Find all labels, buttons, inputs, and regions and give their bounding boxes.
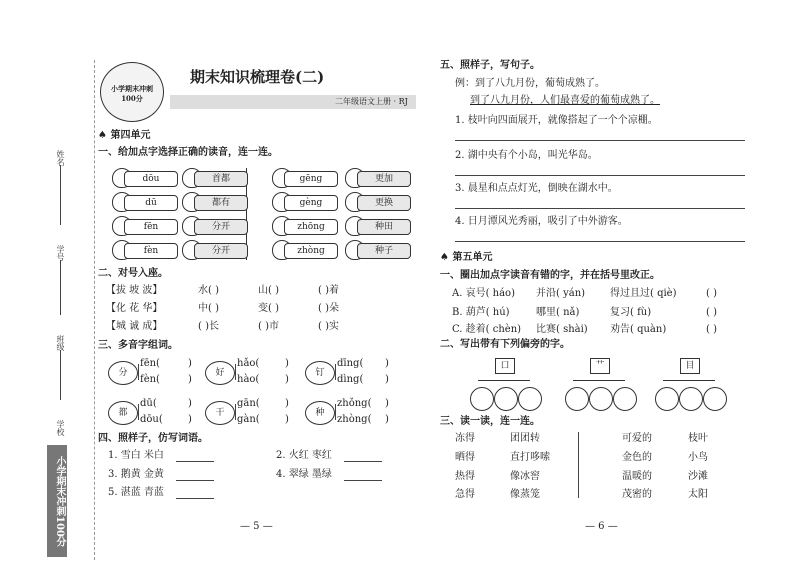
class-label: 班级 <box>56 335 65 351</box>
name-line <box>60 165 61 225</box>
close-paren: ) <box>285 358 289 369</box>
radical-box: 艹 <box>590 358 610 374</box>
mushroom-label: 种子 <box>357 243 411 259</box>
mushroom-label: dū <box>124 195 178 211</box>
branch-line <box>573 380 625 381</box>
model-words: 4. 翠绿 墨绿 <box>276 469 332 480</box>
word-option[interactable] <box>345 216 411 236</box>
pinyin-option[interactable] <box>272 168 338 188</box>
q2-blank[interactable]: 中( ) <box>198 303 219 314</box>
connect-right[interactable]: 直打哆嗦 <box>510 452 550 463</box>
id-label: 学号 <box>56 245 65 261</box>
q2-heading: 二、对号入座。 <box>98 268 168 279</box>
flower-answer-slot[interactable] <box>518 387 542 411</box>
word-option[interactable] <box>345 192 411 212</box>
flower-answer-slot[interactable] <box>470 387 494 411</box>
mushroom-label: 首都 <box>194 171 248 187</box>
word-option[interactable] <box>182 192 248 212</box>
connect-right[interactable]: 像蒸笼 <box>510 489 540 500</box>
option-item: B. 葫芦( hú) <box>452 307 510 318</box>
connect-left[interactable]: 晒得 <box>455 452 475 463</box>
connect-left[interactable]: 茂密的 <box>622 489 652 500</box>
branch-line <box>663 380 715 381</box>
pinyin-option[interactable] <box>112 240 178 260</box>
sentence-prompt: 3. 晨星和点点灯光，倒映在湖水中。 <box>455 183 618 194</box>
model-words: 1. 雪白 米白 <box>108 450 164 461</box>
flower-answer-slot[interactable] <box>655 387 679 411</box>
connect-right[interactable]: 枝叶 <box>688 433 708 444</box>
close-paren: ) <box>188 358 192 369</box>
pinyin-option[interactable] <box>112 192 178 212</box>
mushroom-label: gēng <box>284 171 338 187</box>
badge-text: 小学期末冲刺100分 <box>111 84 153 103</box>
close-paren: ) <box>285 398 289 409</box>
correction-blank[interactable]: ( ) <box>706 324 717 335</box>
q51-heading: 一、圈出加点字读音有错的字，并在括号里改正。 <box>440 270 660 281</box>
q2-group: 【化 花 华】 <box>106 303 163 314</box>
pinyin-reading[interactable]: dū( <box>140 398 157 409</box>
correction-blank[interactable]: ( ) <box>706 307 717 318</box>
flower-answer-slot[interactable] <box>589 387 613 411</box>
q4-heading: 四、照样子，仿写词语。 <box>98 433 208 444</box>
mushroom-label: fèn <box>124 243 178 259</box>
pinyin-reading[interactable]: hào( <box>237 374 260 385</box>
q5-example2: 到了八九月份，人们最喜爱的葡萄成熟了。 <box>470 95 660 106</box>
close-paren: ) <box>188 414 192 425</box>
q1-heading: 一、给加点字选择正确的读音，连一连。 <box>98 147 278 158</box>
connect-left[interactable]: 急得 <box>455 489 475 500</box>
q5-heading: 五、照样子，写句子。 <box>440 60 540 71</box>
close-paren: ) <box>385 374 389 385</box>
q2-blank[interactable]: 变( ) <box>258 303 279 314</box>
mushroom-label: zhòng <box>284 243 338 259</box>
word-option[interactable] <box>182 168 248 188</box>
pinyin-reading[interactable]: dīng( <box>337 358 364 369</box>
close-paren: ) <box>385 414 389 425</box>
bracket-line <box>335 404 336 420</box>
word-option[interactable] <box>345 168 411 188</box>
answer-line[interactable] <box>176 480 214 481</box>
pinyin-reading[interactable]: zhòng( <box>337 414 372 425</box>
pinyin-reading[interactable]: dōu( <box>140 414 163 425</box>
pinyin-reading[interactable]: fēn( <box>140 358 160 369</box>
model-words: 3. 鹅黄 金黄 <box>108 469 164 480</box>
mushroom-label: 更换 <box>357 195 411 211</box>
q2-blank[interactable]: ( )朵 <box>318 303 339 314</box>
mushroom-label: fēn <box>124 219 178 235</box>
pinyin-reading[interactable]: gān( <box>237 398 260 409</box>
sentence-prompt: 1. 枝叶向四面展开，就像搭起了一个个凉棚。 <box>455 115 658 126</box>
word-option[interactable] <box>345 240 411 260</box>
q3-heading: 三、多音字组词。 <box>98 340 178 351</box>
side-banner: 小学期末冲刺100分 <box>47 445 67 557</box>
flower-answer-slot[interactable] <box>613 387 637 411</box>
connect-left[interactable]: 金色的 <box>622 452 652 463</box>
flower-answer-slot[interactable] <box>494 387 518 411</box>
answer-line[interactable] <box>344 461 382 462</box>
answer-line[interactable] <box>344 480 382 481</box>
answer-line[interactable] <box>455 208 745 209</box>
option-item: 比赛( shài) <box>536 324 588 335</box>
answer-line[interactable] <box>176 498 214 499</box>
pinyin-reading[interactable]: hǎo( <box>237 358 260 369</box>
pinyin-option[interactable] <box>272 216 338 236</box>
polyphone-char: 钉 <box>305 361 335 385</box>
pinyin-option[interactable] <box>112 168 178 188</box>
connect-right[interactable]: 小鸟 <box>688 452 708 463</box>
connect-left[interactable]: 热得 <box>455 471 475 482</box>
pinyin-option[interactable] <box>112 216 178 236</box>
pinyin-reading[interactable]: zhǒng( <box>337 398 372 409</box>
close-paren: ) <box>285 414 289 425</box>
polyphone-char: 好 <box>205 361 235 385</box>
unit5-heading: ♠ 第五单元 <box>440 252 493 263</box>
page-title: 期末知识梳理卷(二) <box>190 68 325 86</box>
name-label: 姓名 <box>56 150 65 166</box>
close-paren: ) <box>285 374 289 385</box>
subtitle: 二年级语文上册 · RJ <box>335 97 408 106</box>
bracket-line <box>235 404 236 420</box>
q2-blank[interactable]: 水( ) <box>198 285 219 296</box>
mushroom-label: 分开 <box>194 219 248 235</box>
pinyin-option[interactable] <box>272 240 338 260</box>
pinyin-reading[interactable]: dìng( <box>337 374 364 385</box>
mushroom-label: 分开 <box>194 243 248 259</box>
model-words: 5. 湛蓝 青蓝 <box>108 487 164 498</box>
mushroom-label: 都有 <box>194 195 248 211</box>
answer-line[interactable] <box>176 461 214 462</box>
model-words: 2. 火红 枣红 <box>276 450 332 461</box>
q2-group: 【城 诚 成】 <box>106 321 163 332</box>
word-option[interactable] <box>182 240 248 260</box>
flower-answer-slot[interactable] <box>703 387 727 411</box>
q2-group: 【拔 坡 波】 <box>106 285 163 296</box>
q2-blank[interactable]: 山( ) <box>258 285 279 296</box>
close-paren: ) <box>385 358 389 369</box>
word-option[interactable] <box>182 216 248 236</box>
option-item: 劝告( quàn) <box>610 324 667 335</box>
sentence-prompt: 2. 湖中央有个小岛，叫光华岛。 <box>455 150 598 161</box>
option-item: A. 哀号( háo) <box>452 288 515 299</box>
flower-answer-slot[interactable] <box>565 387 589 411</box>
connect-right[interactable]: 像冰窖 <box>510 471 540 482</box>
q5-example1: 例：到了八九月份，葡萄成熟了。 <box>455 78 605 89</box>
mushroom-label: dōu <box>124 171 178 187</box>
radical-box: 口 <box>495 358 515 374</box>
connect-right[interactable]: 团团转 <box>510 433 540 444</box>
option-item: 哪里( nǎ) <box>536 307 580 318</box>
bracket-line <box>138 404 139 420</box>
radical-box: 目 <box>680 358 700 374</box>
option-item: 得过且过( qiè) <box>610 288 677 299</box>
mushroom-label: 更加 <box>357 171 411 187</box>
polyphone-char: 种 <box>305 401 335 425</box>
page-number-left: — 5 — <box>240 521 273 532</box>
close-paren: ) <box>385 398 389 409</box>
q2-blank[interactable]: ( )长 <box>198 321 219 332</box>
pinyin-reading[interactable]: gàn( <box>237 414 260 425</box>
option-item: C. 趁着( chèn) <box>452 324 522 335</box>
connect-left[interactable]: 可爱的 <box>622 433 652 444</box>
q2-blank[interactable]: ( )着 <box>318 285 339 296</box>
connect-left[interactable]: 冻得 <box>455 433 475 444</box>
unit4-heading: ♠ 第四单元 <box>98 130 151 141</box>
close-paren: ) <box>188 398 192 409</box>
q53-heading: 三、读一读，连一连。 <box>440 416 540 427</box>
answer-line[interactable] <box>455 175 745 176</box>
answer-line[interactable] <box>455 241 745 242</box>
bracket-line <box>235 364 236 380</box>
school-label: 学校 <box>56 420 65 436</box>
page-number-right: — 6 — <box>585 521 618 532</box>
bracket-line <box>335 364 336 380</box>
sentence-prompt: 4. 日月潭风光秀丽，吸引了中外游客。 <box>455 216 628 227</box>
connect-left[interactable]: 温暖的 <box>622 471 652 482</box>
q52-heading: 二、写出带有下列偏旁的字。 <box>440 339 570 350</box>
branch-line <box>478 380 530 381</box>
mushroom-label: 种田 <box>357 219 411 235</box>
option-item: 并沿( yán) <box>536 288 586 299</box>
bracket-line <box>138 364 139 380</box>
correction-blank[interactable]: ( ) <box>706 288 717 299</box>
connect-right[interactable]: 太阳 <box>688 489 708 500</box>
q2-blank[interactable]: ( )实 <box>318 321 339 332</box>
q2-blank[interactable]: ( )市 <box>258 321 279 332</box>
mushroom-label: gèng <box>284 195 338 211</box>
q53-divider <box>578 432 579 498</box>
flower-answer-slot[interactable] <box>679 387 703 411</box>
polyphone-char: 分 <box>108 361 138 385</box>
pinyin-reading[interactable]: fèn( <box>140 374 160 385</box>
polyphone-char: 干 <box>205 401 235 425</box>
option-item: 复习( fù) <box>610 307 652 318</box>
mushroom-label: zhōng <box>284 219 338 235</box>
polyphone-char: 都 <box>108 401 138 425</box>
pinyin-option[interactable] <box>272 192 338 212</box>
answer-line[interactable] <box>455 140 745 141</box>
class-line <box>60 350 61 400</box>
close-paren: ) <box>188 374 192 385</box>
connect-right[interactable]: 沙滩 <box>688 471 708 482</box>
id-line <box>60 260 61 315</box>
